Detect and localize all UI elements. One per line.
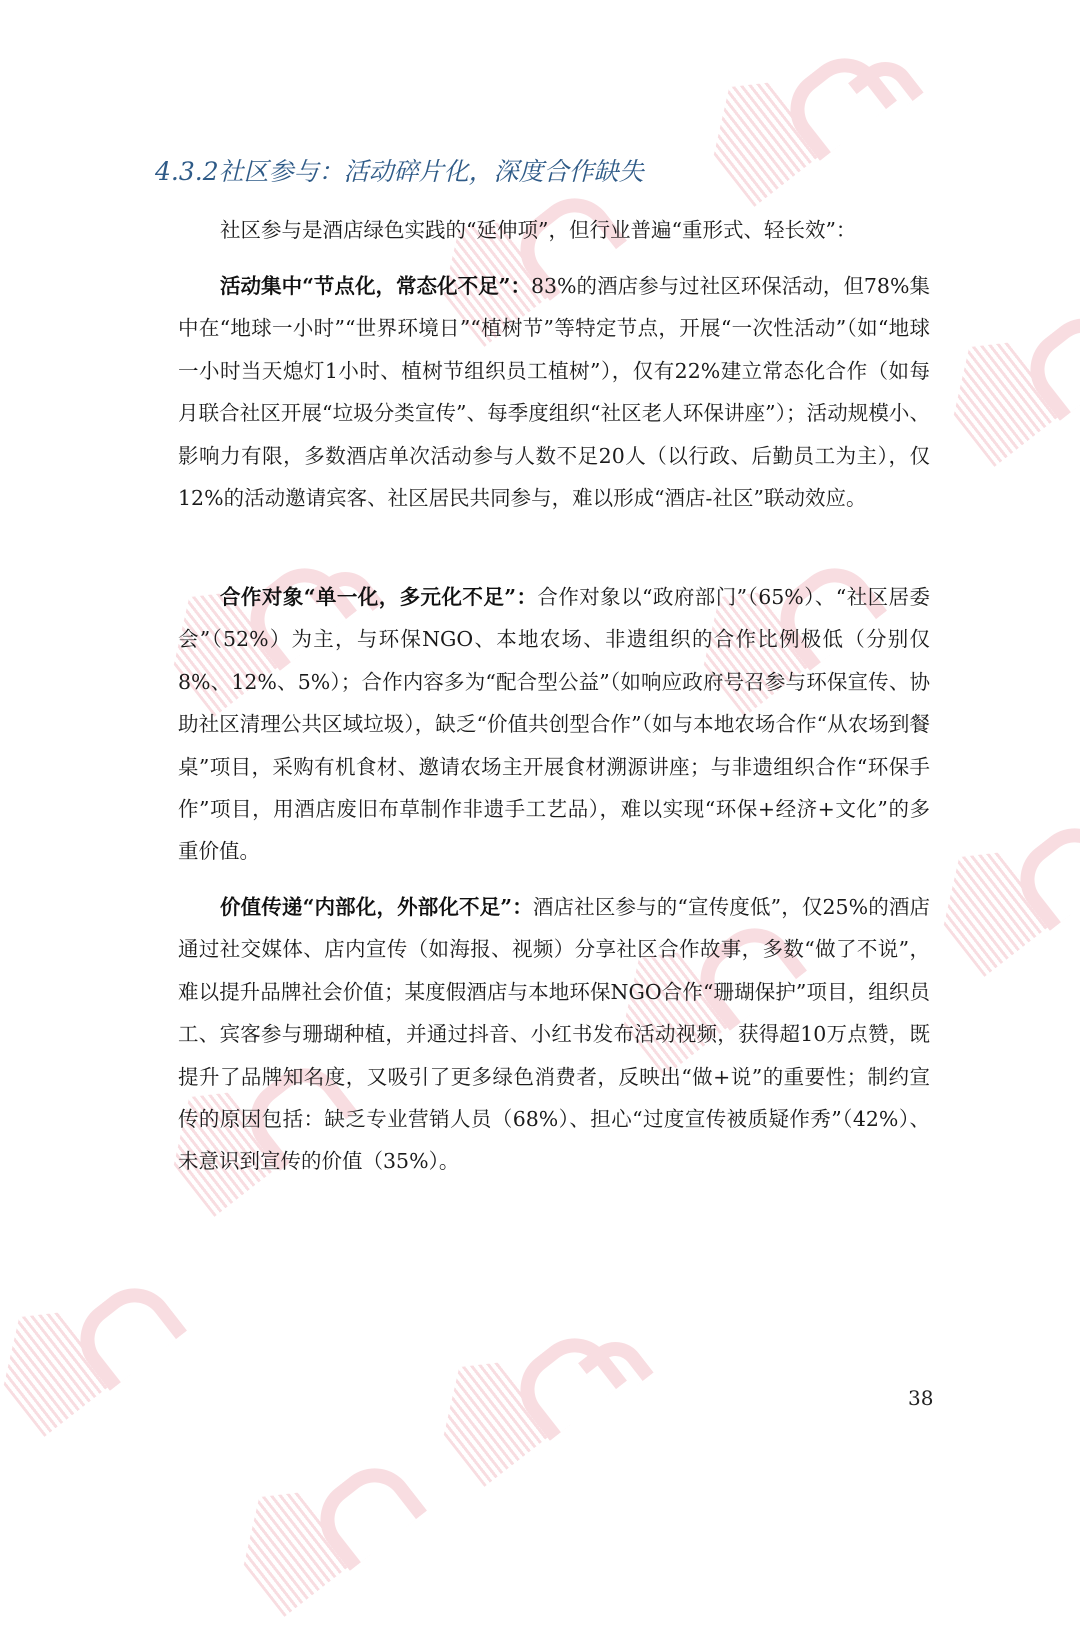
paragraph-body: 83%的酒店参与过社区环保活动，但78%集中在“地球一小时”“世界环境日”“植树节”等特定节点，开展“一次性活动”（如“地球一小时当天熄灯1小时、植树节组织员工植树”），仅有22%建立常态化合作（如每月联合社区开展“垃圾分类宣传”、每季度组织“社区老人环保讲座”）；活动规模小、影响力有限，多数酒店单次活动参与人数不足20人（以行政、后勤员工为主），仅12%的活动邀请宾客、社区居民共同参与，难以形成“酒店-社区”联动效应。 bbox=[178, 274, 930, 511]
section-title: 4.3.2社区参与：活动碎片化，深度合作缺失 bbox=[155, 157, 644, 186]
paragraph-activity-nodes bbox=[178, 265, 930, 519]
paragraph-body: 合作对象以“政府部门”（65%）、“社区居委会”（52%）为主，与环保NGO、本地农场、非遗组织的合作比例极低（分别仅8%、12%、5%）；合作内容多为“配合型公益”（如响应政府号召参与环保宣传、协助社区清理公共区域垃圾），缺乏“价值共创型合作”（如与本地农场合作“从农场到餐桌”项目，采购有机食材、邀请农场主开展食材溯源讲座；与非遗组织合作“环保手作”项目，用酒店废旧布草制作非遗手工艺品），难以实现“环保+经济+文化”的多重价值。 bbox=[178, 585, 930, 864]
paragraph-lead: 合作对象“单一化，多元化不足”： bbox=[220, 585, 538, 609]
paragraph-partners bbox=[178, 576, 930, 873]
intro-paragraph: 社区参与是酒店绿色实践的“延伸项”，但行业普遍“重形式、轻长效”： bbox=[220, 218, 857, 242]
paragraph-body: 酒店社区参与的“宣传度低”，仅25%的酒店通过社交媒体、店内宣传（如海报、视频）分享社区合作故事，多数“做了不说”，难以提升品牌社会价值；某度假酒店与本地环保NGO合作“珊瑚保护”项目，组织员工、宾客参与珊瑚种植，并通过抖音、小红书发布活动视频，获得超10万点赞，既提升了品牌知名度，又吸引了更多绿色消费者，反映出“做+说”的重要性；制约宣传的原因包括：缺乏专业营销人员（68%）、担心“过度宣传被质疑作秀”（42%）、未意识到宣传的价值（35%）。 bbox=[178, 895, 930, 1174]
paragraph-lead: 价值传递“内部化，外部化不足”： bbox=[220, 895, 533, 919]
page-number: 38 bbox=[908, 1386, 934, 1410]
paragraph-lead: 活动集中“节点化，常态化不足”： bbox=[220, 274, 531, 298]
paragraph-value-delivery bbox=[178, 886, 930, 1183]
